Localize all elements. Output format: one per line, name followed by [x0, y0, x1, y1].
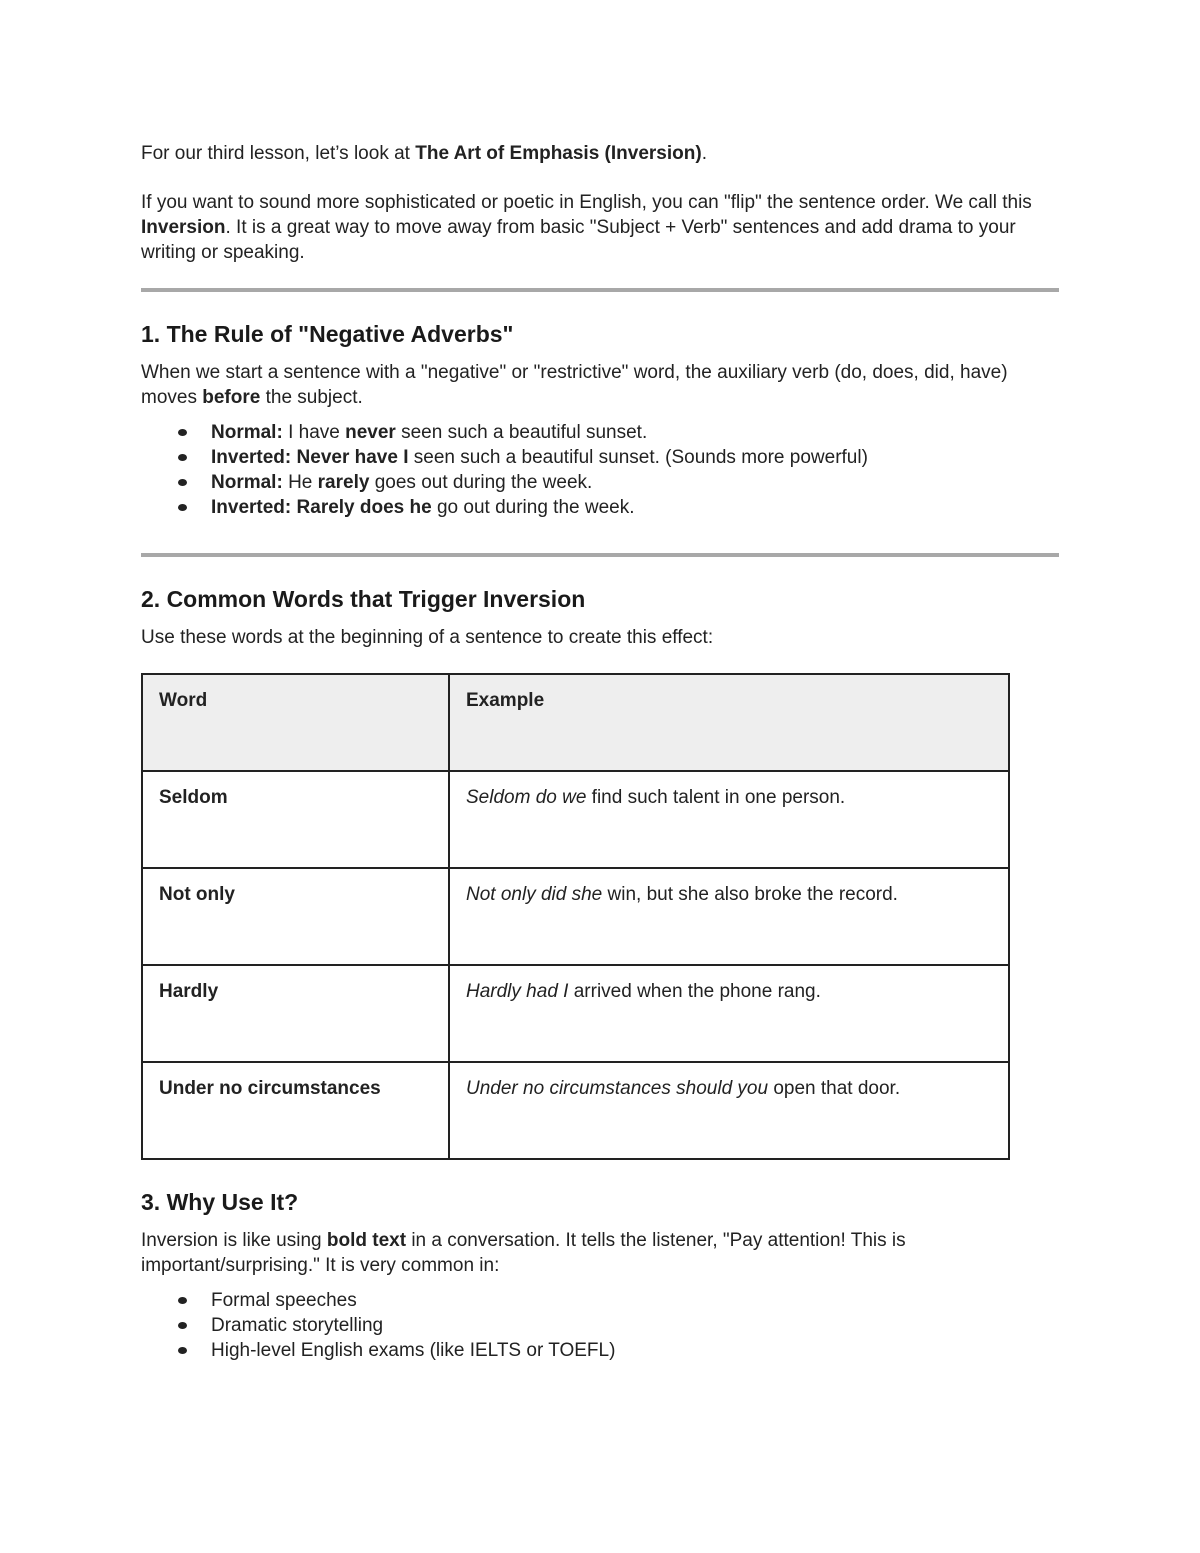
table-row — [142, 868, 1009, 965]
list-item: Inverted: Rarely does he go out during the week. — [211, 495, 1061, 520]
list-item: High-level English exams (like IELTS or TOEFL) — [211, 1338, 1061, 1363]
list-item: Inverted: Never have I seen such a beautiful sunset. (Sounds more powerful) — [211, 445, 1061, 470]
list-item: Formal speeches — [211, 1288, 1061, 1313]
table-row — [142, 771, 1009, 868]
column-header: Example — [449, 674, 1009, 771]
example-cell: Seldom do we find such talent in one person. — [449, 771, 1009, 868]
word-cell: Under no circumstances — [142, 1062, 449, 1159]
word-cell: Hardly — [142, 965, 449, 1062]
table-header-row — [142, 674, 1009, 771]
intro-line: For our third lesson, let’s look at The Art of Emphasis (Inversion). — [141, 143, 707, 164]
table-row — [142, 1062, 1009, 1159]
list-item: Normal: He rarely goes out during the week. — [211, 470, 1061, 495]
example-cell: Hardly had I arrived when the phone rang. — [449, 965, 1009, 1062]
section-heading: 1. The Rule of "Negative Adverbs" — [141, 321, 514, 347]
list-item: Normal: I have never seen such a beautiful sunset. — [211, 420, 1061, 445]
lesson-title: The Art of Emphasis (Inversion) — [415, 143, 702, 164]
usage-list — [141, 1288, 1061, 1363]
word-cell: Not only — [142, 868, 449, 965]
section-description: Use these words at the beginning of a sentence to create this effect: — [141, 627, 714, 648]
intro-paragraph: If you want to sound more sophisticated or poetic in English, you can "flip" the sentence order. We call this Inversion. It is a great way to move away from basic "Subject + Verb" sentences and add drama to your writing or speaking. — [141, 192, 1032, 263]
section-description: Inversion is like using bold text in a conversation. It tells the listener, "Pay attention! This is important/surprising." It is very common in: — [141, 1230, 906, 1276]
section-divider — [141, 553, 1059, 557]
table-row — [142, 965, 1009, 1062]
document-body — [141, 141, 1061, 1363]
list-item: Dramatic storytelling — [211, 1313, 1061, 1338]
column-header: Word — [142, 674, 449, 771]
section-description: When we start a sentence with a "negative" or "restrictive" word, the auxiliary verb (do, does, did, have) moves before the subject. — [141, 362, 1008, 408]
section-heading: 3. Why Use It? — [141, 1189, 299, 1215]
word-cell: Seldom — [142, 771, 449, 868]
inversion-table — [141, 673, 1010, 1160]
section-divider — [141, 288, 1059, 292]
example-cell: Not only did she win, but she also broke the record. — [449, 868, 1009, 965]
section-heading: 2. Common Words that Trigger Inversion — [141, 586, 586, 612]
example-cell: Under no circumstances should you open that door. — [449, 1062, 1009, 1159]
example-list — [141, 420, 1061, 520]
